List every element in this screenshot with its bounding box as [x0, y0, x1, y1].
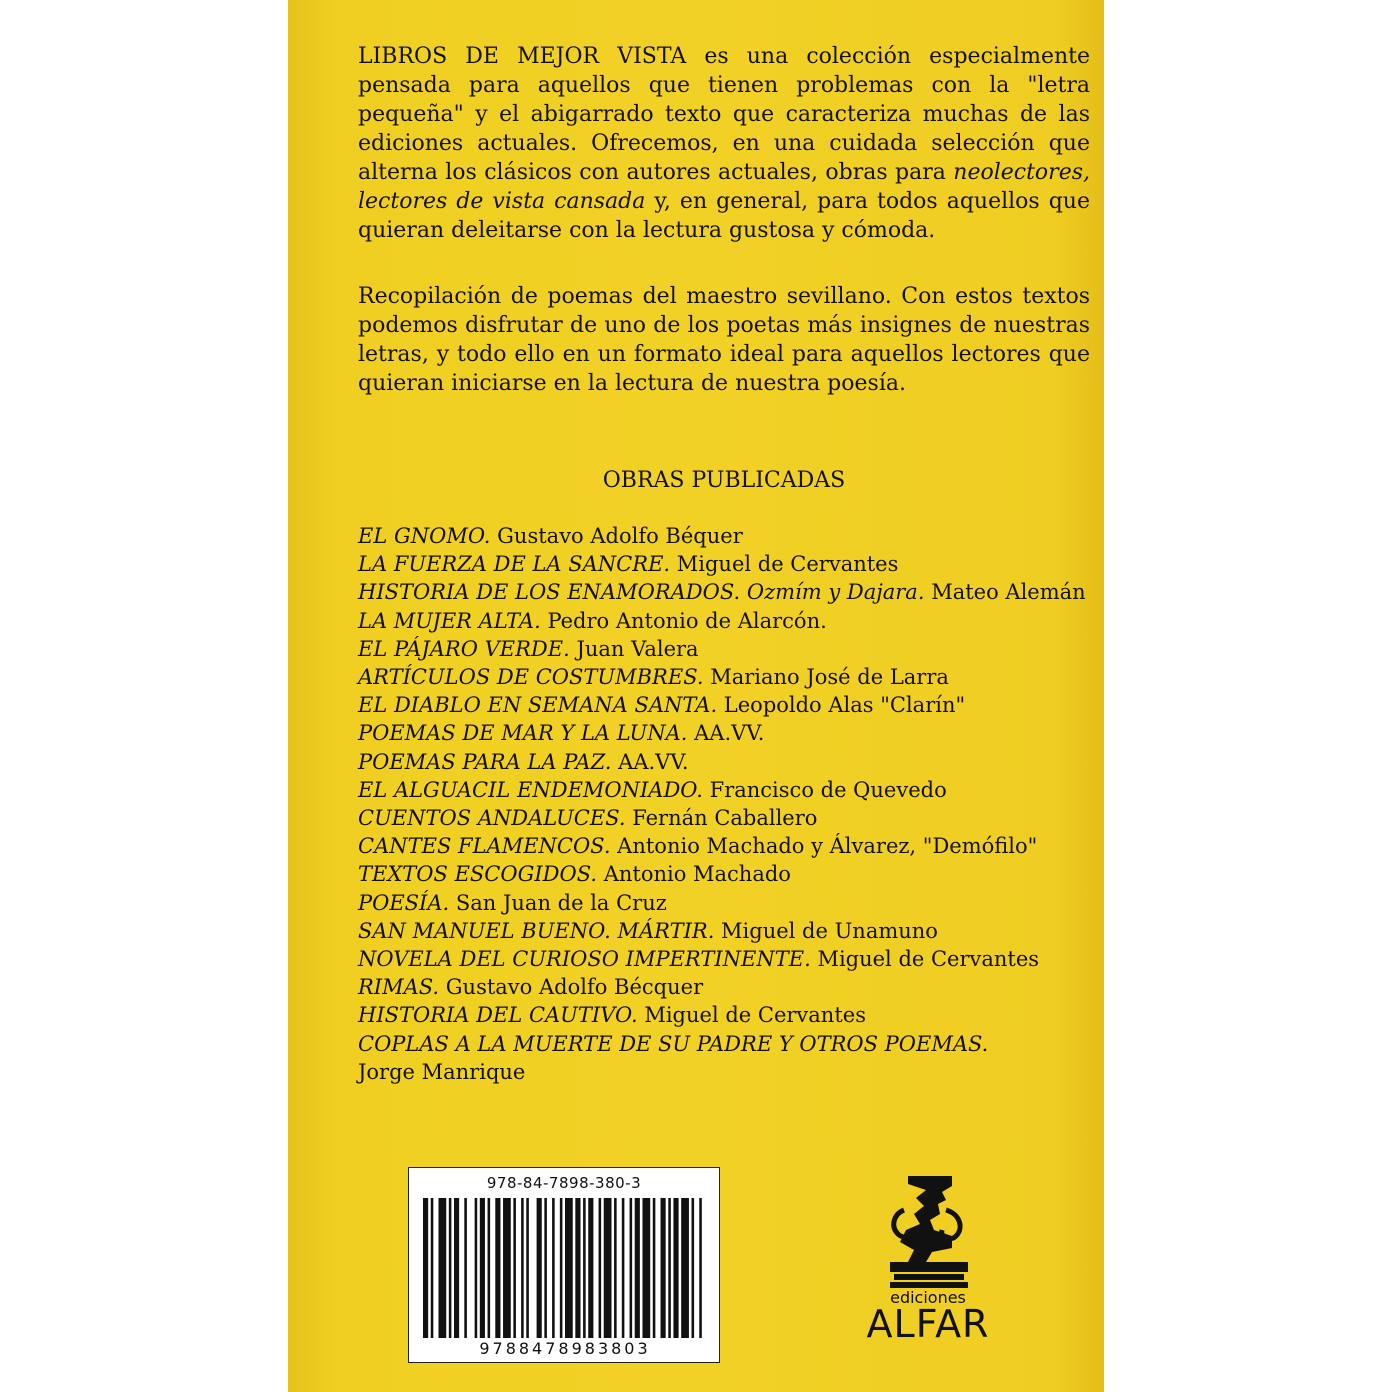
barcode-bar [544, 1198, 547, 1338]
work-title: EL ALGUACIL ENDEMONIADO. [358, 777, 703, 802]
barcode-bar [552, 1198, 555, 1338]
work-author: Francisco de Quevedo [702, 777, 947, 802]
barcode-bar [614, 1198, 617, 1338]
barcode-bar [560, 1198, 563, 1338]
work-title: EL GNOMO. [358, 524, 491, 548]
barcode-bar [575, 1198, 580, 1338]
work-author: Pedro Antonio de Alarcón. [540, 608, 827, 633]
work-item [358, 945, 1098, 973]
work-item [358, 635, 1098, 663]
work-author: Gustavo Adolfo Béquer [490, 524, 743, 548]
work-title: POEMAS PARA LA PAZ. [358, 749, 612, 774]
work-author: Miguel de Unamuno [714, 918, 938, 943]
barcode-bar [488, 1198, 491, 1338]
alfar-logo-icon [868, 1170, 988, 1288]
work-author: Mateo Alemán [924, 580, 1086, 605]
barcode-bar [642, 1198, 650, 1338]
work-author: Leopoldo Alas "Clarín" [717, 693, 966, 718]
work-item [358, 889, 1098, 917]
barcode-bar [653, 1198, 656, 1338]
work-author: Miguel de Cervantes [637, 1003, 866, 1028]
work-item [358, 550, 1098, 578]
summary-paragraph: Recopilación de poemas del maestro sevillano. Con estos textos podemos disfrutar de uno de los poetas más insignes de nuestras letras, y todo ello en un formato ideal para aquellos lectores que quieran iniciarse en la lectura de nuestra poesía. [358, 284, 1090, 396]
publisher-name: ALFAR [866, 1302, 990, 1346]
work-title: HISTORIA DEL CAUTIVO. [358, 1003, 638, 1028]
work-title: TEXTOS ESCOGIDOS. [358, 862, 598, 887]
barcode-bar [521, 1198, 524, 1338]
work-title: ARTÍCULOS DE COSTUMBRES. [358, 665, 704, 690]
work-title: EL PÁJARO VERDE. [358, 636, 570, 661]
work-title: HISTORIA DE LOS ENAMORADOS. [358, 580, 741, 605]
work-author: Antonio Machado [597, 862, 791, 887]
work-item [358, 719, 1098, 747]
work-item [358, 578, 1098, 606]
work-item [358, 1030, 1098, 1058]
barcode [423, 1198, 707, 1338]
barcode-bar [588, 1198, 593, 1338]
work-author: Antonio Machado y Álvarez, "Demófilo" [610, 834, 1038, 859]
isbn-text: 978-84-7898-380-3 [486, 1174, 642, 1192]
publisher-small-label: ediciones [890, 1288, 966, 1307]
barcode-bar [537, 1198, 542, 1338]
work-subtitle: Ozmím y Dajara. [740, 580, 925, 605]
barcode-bar [599, 1198, 602, 1338]
work-author: San Juan de la Cruz [449, 890, 667, 915]
barcode-bar [503, 1198, 511, 1338]
work-title: POEMAS DE MAR Y LA LUNA. [358, 721, 688, 746]
barcode-bar [622, 1198, 625, 1338]
work-title: CUENTOS ANDALUCES. [358, 806, 626, 831]
barcode-bar [480, 1198, 485, 1338]
barcode-label [408, 1167, 720, 1363]
work-item [358, 776, 1098, 804]
barcode-bar [565, 1198, 573, 1338]
barcode-bar [583, 1198, 586, 1338]
barcode-bar [475, 1198, 478, 1338]
work-author: Miguel de Cervantes [810, 947, 1040, 972]
work-title: LA FUERZA DE LA SANCRE. [358, 552, 671, 577]
work-author: Gustavo Adolfo Bécquer [439, 975, 704, 1000]
work-item [358, 1001, 1098, 1029]
barcode-bar [431, 1198, 434, 1338]
work-item [358, 804, 1098, 832]
work-title: POESÍA. [358, 890, 450, 915]
barcode-bar [449, 1198, 452, 1338]
work-author: AA.VV. [687, 721, 765, 746]
work-author: Fernán Caballero [625, 806, 818, 831]
publisher-logo [848, 1170, 1008, 1354]
work-title: LA MUJER ALTA. [358, 608, 541, 633]
work-title: RIMAS. [358, 975, 440, 1000]
work-item [358, 522, 1098, 550]
barcode-bar [438, 1198, 446, 1338]
work-title: EL DIABLO EN SEMANA SANTA. [358, 693, 718, 718]
intro-emphasis: neolectores, lectores de vista cansada [358, 160, 1090, 214]
work-item [358, 973, 1098, 1001]
work-item [358, 860, 1098, 888]
work-item [358, 832, 1098, 860]
barcode-bar [604, 1198, 612, 1338]
intro-text-part1: LIBROS DE MEJOR VISTA es una colección especialmente pensada para aquellos que tienen problemas con la "letra pequeña" y el abigarrado texto que caracteriza muchas de las ediciones actuales. Ofrecemos, en una cuidada selección que alterna los clásicos con autores actuales, obras para [358, 44, 1090, 185]
work-author: Juan Valera [569, 636, 699, 661]
published-works-heading: OBRAS PUBLICADAS [602, 468, 846, 493]
barcode-bar [513, 1198, 516, 1338]
intro-paragraph [358, 42, 1090, 245]
work-author: Mariano José de Larra [703, 665, 949, 690]
barcode-bar [635, 1198, 640, 1338]
work-item [358, 1058, 1098, 1086]
barcode-bar [668, 1198, 671, 1338]
barcode-bar [681, 1198, 689, 1338]
work-item [358, 607, 1098, 635]
barcode-bar [526, 1198, 529, 1338]
barcode-bar [661, 1198, 666, 1338]
barcode-bar [699, 1198, 702, 1338]
work-item [358, 663, 1098, 691]
work-author: Jorge Manrique [358, 1059, 526, 1084]
barcode-bar [630, 1198, 633, 1338]
work-title: SAN MANUEL BUENO. MÁRTIR. [358, 918, 715, 943]
barcode-bar [423, 1198, 428, 1338]
work-author: AA.VV. [611, 749, 689, 774]
barcode-bar [454, 1198, 459, 1338]
barcode-bar [673, 1198, 678, 1338]
barcode-bar [464, 1198, 467, 1338]
barcode-digits: 9788478983803 [413, 1339, 717, 1358]
work-item [358, 691, 1098, 719]
work-title: COPLAS A LA MUERTE DE SU PADRE Y OTROS POEMAS. [358, 1031, 989, 1056]
barcode-bar [495, 1198, 500, 1338]
work-title: NOVELA DEL CURIOSO IMPERTINENTE. [358, 947, 811, 972]
work-item [358, 917, 1098, 945]
barcode-bar [692, 1198, 695, 1338]
intro-text-part2: y, en general, para todos aquellos que quieran deleitarse con la lectura gustosa y cómoda. [358, 189, 1090, 243]
work-author: Miguel de Cervantes [670, 552, 899, 577]
work-item [358, 748, 1098, 776]
work-title: CANTES FLAMENCOS. [358, 834, 611, 859]
published-works-list [358, 522, 1098, 1086]
back-cover [288, 0, 1104, 1392]
